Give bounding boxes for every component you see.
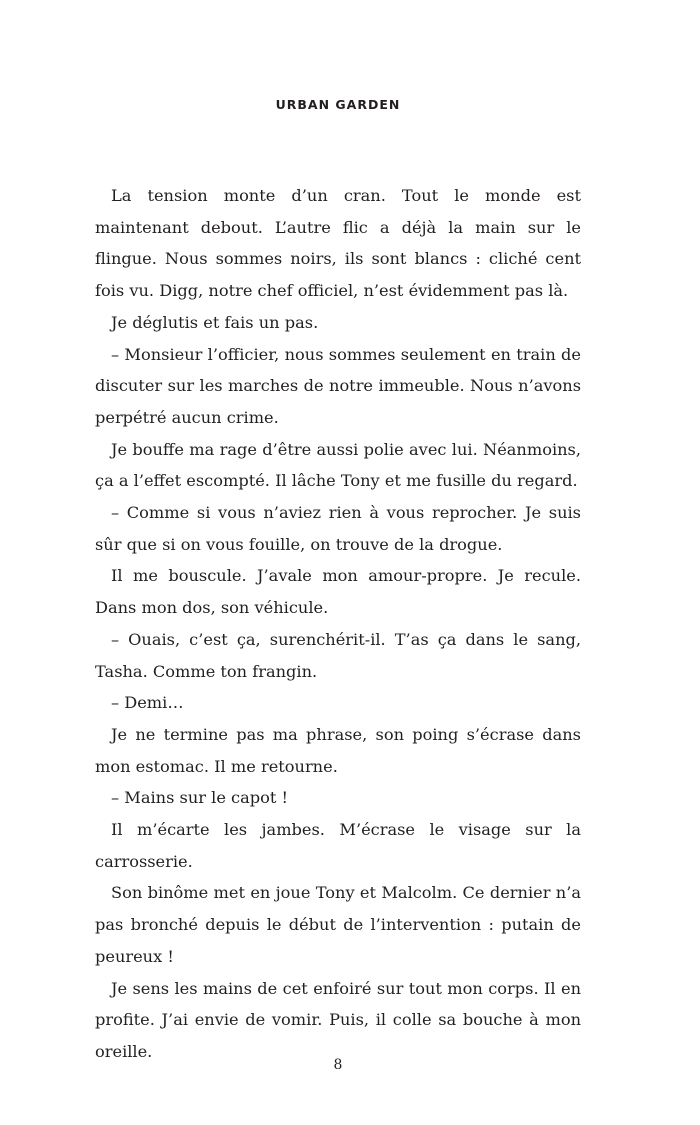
- paragraph: Je bouffe ma rage d’être aussi polie avec lui. Néanmoins, ça a l’effet escompté. Il lâche Tony et me fusille du regard.: [95, 439, 581, 491]
- paragraph: Je déglutis et fais un pas.: [111, 312, 319, 332]
- page-number: 8: [333, 1057, 343, 1073]
- paragraph: – Comme si vous n’aviez rien à vous reprocher. Je suis sûr que si on vous fouille, on trouve de la drogue.: [95, 503, 581, 554]
- paragraph: Son binôme met en joue Tony et Malcolm. Ce dernier n’a pas bronché depuis le début de l’intervention : putain de peureux !: [95, 883, 581, 966]
- paragraph: Il me bouscule. J’avale mon amour-propre. Je recule. Dans mon dos, son véhicule.: [95, 566, 581, 618]
- paragraph: Je ne termine pas ma phrase, son poing s’écrase dans mon estomac. Il me retourne.: [95, 724, 581, 776]
- paragraph: – Mains sur le capot !: [111, 788, 289, 808]
- body-text: [95, 180, 581, 1068]
- paragraph: – Demi…: [111, 693, 184, 713]
- paragraph: La tension monte d’un cran. Tout le monde est maintenant debout. L’autre flic a déjà la main sur le flingue. Nous sommes noirs, ils sont blancs : cliché cent fois vu. Digg, notre chef officiel, n’est évidemment pas là.: [95, 186, 581, 301]
- paragraph: – Monsieur l’officier, nous sommes seulement en train de discuter sur les marches de notre immeuble. Nous n’avons perpétré aucun crime.: [95, 344, 581, 427]
- paragraph: Je sens les mains de cet enfoiré sur tout mon corps. Il en profite. J’ai envie de vomir. Puis, il colle sa bouche à mon oreille.: [95, 978, 581, 1061]
- paragraph: – Ouais, c’est ça, surenchérit-il. T’as ça dans le sang, Tasha. Comme ton frangin.: [95, 629, 581, 681]
- paragraph: Il m’écarte les jambes. M’écrase le visage sur la carrosserie.: [95, 820, 581, 871]
- running-header: URBAN GARDEN: [275, 97, 401, 112]
